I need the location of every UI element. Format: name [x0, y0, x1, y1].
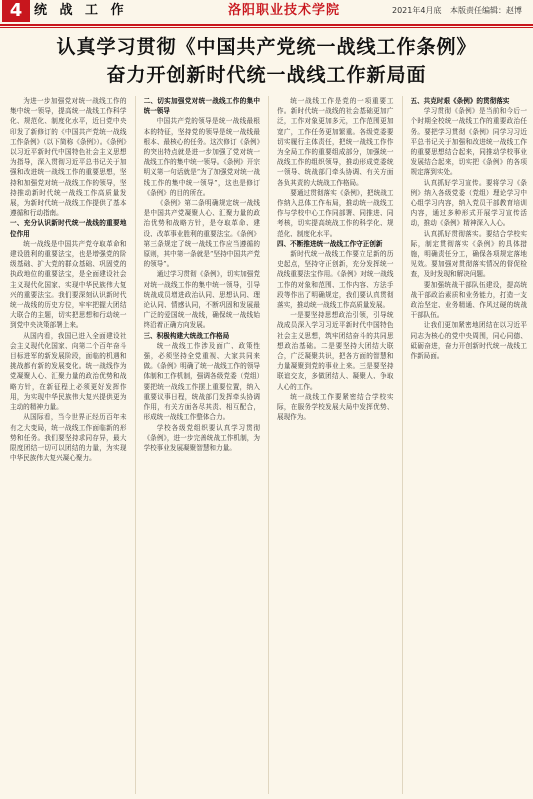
- paragraph: 从国内看，我国已进入全面建设社会主义现代化国家、向第二个百年奋斗目标进军的新发展阶段，面临的机遇和挑战都有新的发展变化。统一战线作为党凝聚人心、汇聚力量的政治优势和战略方针，在新征程上必须更好发挥作用，为实现中华民族伟大复兴提供更为主动的精神力量。: [10, 331, 127, 412]
- paragraph: 统一战线工作要紧密结合学校实际，在服务学校发展大局中发挥优势、展现作为。: [277, 392, 394, 422]
- paragraph: 要加强统战干部队伍建设，提高统战干部政治素质和业务能力，打造一支政治坚定、业务精通、作风过硬的统战干部队伍。: [410, 280, 527, 320]
- text-column: [10, 96, 127, 794]
- paragraph: 新时代统一战线工作要立足新的历史起点，坚持守正创新，充分发挥统一战线重要法宝作用。《条例》对统一战线工作的对象和范围、工作内容、方法手段等作出了明确规定，我们要认真贯彻落实，推动统一战线工作高质量发展。: [277, 250, 394, 310]
- paragraph: 让我们更加紧密地团结在以习近平同志为核心的党中央周围，同心同德、砥砺奋进，奋力开创新时代统一战线工作新局面。: [410, 321, 527, 361]
- paragraph: 学习贯彻《条例》是当前和今后一个时期全校统一战线工作的重要政治任务。要把学习贯彻《条例》同学习习近平总书记关于加强和改进统一战线工作的重要思想结合起来，同推动学校事业发展结合起来，切实把《条例》的各项规定落到实处。: [410, 107, 527, 177]
- paragraph: 为进一步加强党对统一战线工作的集中统一领导，提高统一战线工作科学化、规范化、制度化水平，近日党中央印发了新修订的《中国共产党统一战线工作条例》（以下简称《条例》）。《条例》以习近平新时代中国特色社会主义思想为指导，深入贯彻习近平总书记关于加强和改进统一战线工作的重要思想，坚持和加强党对统一战线工作的领导，坚持推动新时代统一战线工作高质量发展，为新时代统一战线工作提供了基本遵循和行动指南。: [10, 97, 127, 218]
- paragraph: 统一战线是中国共产党夺取革命和建设胜利的重要法宝，也是增强党的阶级基础、扩大党的群众基础、巩固党的执政地位的重要法宝，是全面建设社会主义现代化国家、实现中华民族伟大复兴的重要法宝。我们要深刻认识新时代统一战线的历史方位，牢牢把握大团结大联合的主题，切实把思想和行动统一到党中央决策部署上来。: [10, 239, 127, 330]
- masthead: [0, 0, 533, 22]
- masthead-rule-thin: [0, 27, 533, 28]
- issue-meta: [392, 6, 528, 16]
- section-heading: 四、不断推进统一战线工作守正创新: [277, 239, 383, 248]
- paragraph: 学校各级党组织要认真学习贯彻《条例》，进一步完善统战工作机制，为学校事业发展凝聚智慧和力量。: [143, 423, 260, 452]
- paragraph: 《条例》第二条明确规定统一战线是中国共产党凝聚人心、汇聚力量的政治优势和战略方针，是夺取革命、建设、改革事业胜利的重要法宝。《条例》第三条规定了统一战线工作应当遵循的原则，其中第一条就是“坚持中国共产党的领导”。: [143, 199, 260, 269]
- paragraph: 统一战线工作是党的一项重要工作。新时代统一战线的社会基础更加广泛，工作对象更加多元，工作范围更加宽广，工作任务更加繁重。各级党委要切实履行主体责任，把统一战线工作作为全局工作的重要组成部分，加强统一战线工作的组织领导，推动形成党委统一领导、统战部门牵头协调、有关方面各负其责的大统战工作格局。: [277, 97, 394, 187]
- section-heading: 一、充分认识新时代统一战线的重要地位作用: [10, 219, 127, 238]
- paragraph: 一是要坚持思想政治引领，引导统战成员深入学习习近平新时代中国特色社会主义思想，筑牢团结奋斗的共同思想政治基础。二是要坚持大团结大联合，广泛凝聚共识，把各方面的智慧和力量凝聚到党的事业上来。三是要坚持联谊交友，多做团结人、凝聚人、争取人心的工作。: [277, 311, 394, 391]
- section-heading: 二、切实加强党对统一战线工作的集中统一领导: [143, 97, 260, 116]
- column-divider: [402, 96, 403, 794]
- headline-line-2: 奋力开创新时代统一战线工作新局面: [106, 64, 427, 86]
- paragraph: 要通过贯彻落实《条例》，把统战工作纳入总体工作布局，推动统一战线工作与学校中心工作同部署、同推进、同考核，切实提高统战工作的科学化、规范化、制度化水平。: [277, 188, 394, 238]
- section-heading: 五、共克时艰《条例》的贯彻落实: [410, 97, 510, 105]
- paragraph: 通过学习贯彻《条例》，切实加强党对统一战线工作的集中统一领导，引导统战成员增进政治认同、思想认同、理论认同、情感认同，不断巩固和发展最广泛的爱国统一战线，确保统一战线始终沿着正确方向发展。: [143, 270, 260, 330]
- masthead-rule: [0, 24, 533, 26]
- paragraph: 从国际看，当今世界正经历百年未有之大变局，统一战线工作面临新的形势和任务。我们要坚持求同存异，最大限度团结一切可以团结的力量，为实现中华民族伟大复兴凝心聚力。: [10, 413, 127, 463]
- article-headline: [0, 34, 533, 88]
- issue-date: 2021年4月底: [392, 6, 442, 15]
- column-divider: [268, 96, 269, 794]
- paragraph: 中国共产党的领导是统一战线最根本的特征，坚持党的领导是统一战线最根本、最核心的任务。这次修订《条例》的突出特点就是进一步加强了党对统一战线工作的集中统一领导。《条例》开宗明义第一句话就是“为了加强党对统一战线工作的集中统一领导”，这也是修订《条例》的目的所在。: [143, 117, 260, 197]
- article-body: [10, 96, 527, 794]
- page-number: 4: [2, 0, 30, 22]
- section-name: 统 战 工 作: [34, 3, 128, 18]
- section-heading: 三、积极构建大统战工作格局: [143, 331, 230, 340]
- headline-line-1: 认真学习贯彻《中国共产党统一战线工作条例》: [56, 36, 477, 58]
- text-column: [144, 96, 261, 794]
- paragraph: 认真抓好贯彻落实。要结合学校实际，制定贯彻落实《条例》的具体措施，明确责任分工，确保各项规定落地见效。要加强对贯彻落实情况的督促检查，及时发现和解决问题。: [410, 229, 527, 279]
- paper-name: 洛阳职业技术学院: [228, 3, 341, 18]
- paragraph: 统一战线工作涉及面广、政策性强，必须坚持全党重视、大家共同来做。《条例》明确了统一战线工作的领导体制和工作机制，强调各级党委（党组）要把统一战线工作摆上重要位置，纳入重要议事日程，统战部门发挥牵头协调作用，有关方面各尽其责、相互配合，形成统一战线工作整体合力。: [143, 341, 260, 422]
- editor-credit: 本版责任编辑：赵博: [450, 6, 522, 15]
- text-column: [277, 96, 394, 794]
- paragraph: 认真抓好学习宣传。要将学习《条例》纳入各级党委（党组）理论学习中心组学习内容，纳入党员干部教育培训内容，通过多种形式开展学习宣传活动，推动《条例》精神深入人心。: [410, 178, 527, 228]
- column-divider: [135, 96, 136, 794]
- text-column: [411, 96, 528, 794]
